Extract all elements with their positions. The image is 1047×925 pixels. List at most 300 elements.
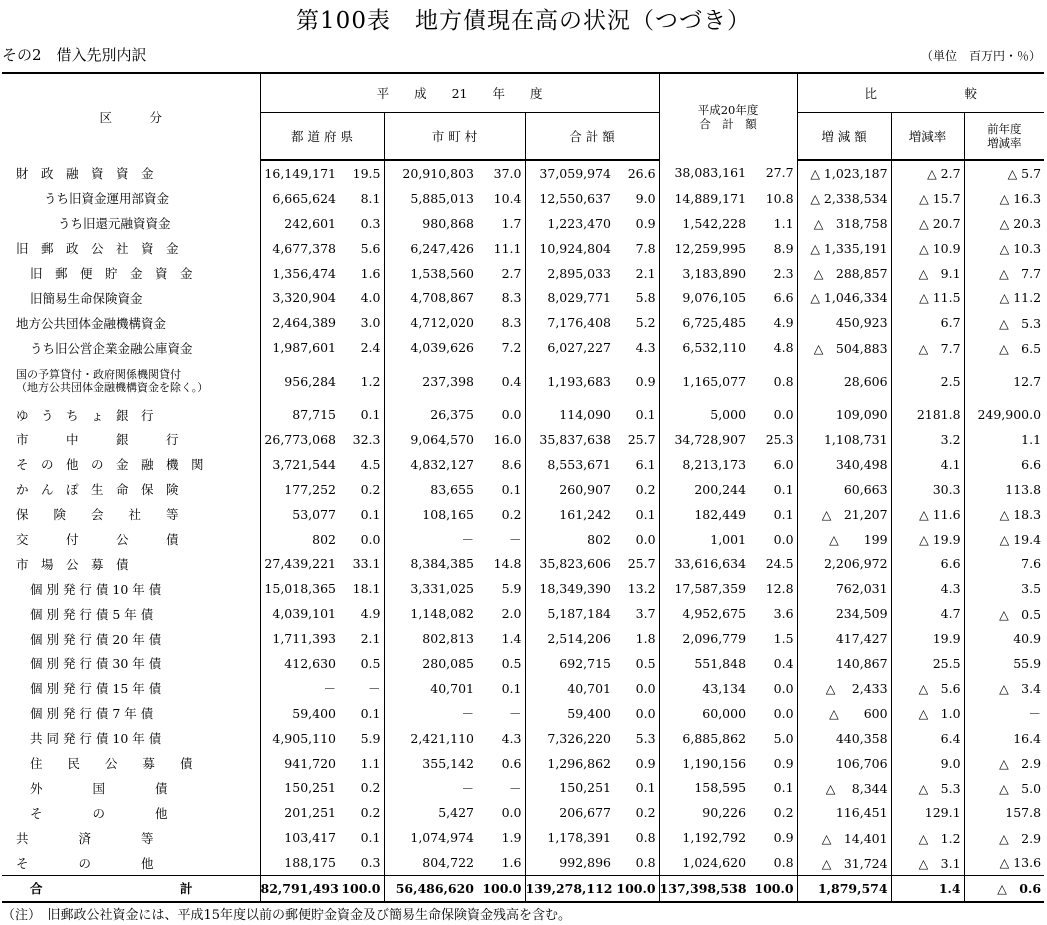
table-cell: 35,837,638	[539, 431, 611, 447]
row-label: 共 済 等	[2, 825, 260, 850]
table-cell: 24.5	[749, 551, 797, 576]
header-zougenritsu: 増減率	[891, 113, 964, 161]
table-cell: 0.1	[339, 402, 384, 427]
table-cell: 10.4	[477, 186, 525, 211]
table-cell: －	[323, 681, 336, 697]
table-cell: 40,701	[567, 680, 611, 696]
table-row	[2, 527, 1044, 552]
table-cell: 0.9	[614, 360, 659, 402]
table-cell: 2.4	[339, 335, 384, 360]
table-cell: 100.0	[339, 876, 384, 902]
table-cell: 4.5	[339, 452, 384, 477]
table-cell: △ 2.9	[964, 825, 1044, 850]
table-cell: 13.2	[614, 576, 659, 601]
row-label: 旧 郵 便 貯 金 資 金	[2, 261, 260, 286]
table-cell: 206,677	[559, 805, 611, 821]
table-row	[2, 285, 1044, 310]
table-cell: 412,630	[284, 655, 336, 671]
table-cell: 0.5	[614, 651, 659, 676]
table-cell: △ 0.6	[964, 876, 1044, 902]
table-cell: 0.9	[614, 751, 659, 776]
table-cell: 6.1	[614, 452, 659, 477]
table-cell: 100.0	[614, 876, 659, 902]
table-cell: 1.7	[477, 211, 525, 236]
table-cell: 6.6	[891, 551, 964, 576]
table-cell: 5.9	[477, 576, 525, 601]
row-label: そ の 他	[2, 850, 260, 875]
table-cell: 6,027,227	[547, 340, 611, 356]
table-cell: △ 2.7	[891, 160, 964, 186]
table-cell: 0.0	[749, 527, 797, 552]
row-label: 旧 郵 政 公 社 資 金	[2, 236, 260, 261]
table-cell: 5.3	[614, 726, 659, 751]
table-cell: △ 20.7	[891, 211, 964, 236]
table-cell: 60,663	[797, 477, 891, 502]
table-cell: 4.7	[891, 601, 964, 626]
row-label: 共 同 発 行 債 10 年 債	[2, 726, 260, 751]
table-cell: 0.2	[749, 800, 797, 825]
table-cell: 1,223,470	[547, 215, 611, 231]
row-label: 外 国 債	[2, 775, 260, 800]
table-cell: △ 288,857	[797, 261, 891, 286]
table-cell: －	[461, 780, 474, 796]
table-row	[2, 402, 1044, 427]
table-cell: 0.9	[749, 825, 797, 850]
table-cell: △ 1.2	[891, 825, 964, 850]
table-cell: 10,924,804	[539, 240, 611, 256]
table-row	[2, 601, 1044, 626]
table-cell: 4,952,675	[682, 606, 747, 622]
table-cell: 0.1	[614, 775, 659, 800]
table-cell: 1,192,792	[682, 830, 747, 846]
table-cell: 1.6	[339, 261, 384, 286]
table-cell: 0.0	[749, 676, 797, 701]
table-cell: 15,018,365	[264, 581, 336, 597]
table-cell: 2181.8	[891, 402, 964, 427]
table-cell: 27.7	[749, 160, 797, 186]
table-cell: △ 10.3	[964, 236, 1044, 261]
table-cell: 4.0	[339, 285, 384, 310]
table-cell: △ 11.2	[964, 285, 1044, 310]
table-cell: 108,165	[422, 506, 474, 522]
table-cell: △ 14,401	[797, 825, 891, 850]
row-label: 個 別 発 行 債 10 年 債	[2, 576, 260, 601]
table-cell: 2.7	[477, 261, 525, 286]
header-h20-year: 平成20年度	[697, 103, 759, 117]
table-cell: 177,252	[284, 481, 336, 497]
table-cell: 40,701	[430, 680, 474, 696]
table-cell: 762,031	[797, 576, 891, 601]
table-cell: 0.1	[339, 825, 384, 850]
table-cell: 3,320,904	[272, 290, 336, 306]
table-cell: △ 11.5	[891, 285, 964, 310]
row-label: ゆ う ち ょ 銀 行	[2, 402, 260, 427]
table-cell: 1,024,620	[682, 855, 747, 871]
table-cell: 9,076,105	[682, 290, 747, 306]
table-cell: 200,244	[694, 481, 747, 497]
table-cell: 19.9	[891, 626, 964, 651]
table-cell: 2,514,206	[547, 631, 611, 647]
table-row	[2, 335, 1044, 360]
row-label: 保 険 会 社 等	[2, 502, 260, 527]
table-cell: 355,142	[422, 755, 474, 771]
table-cell: 10.8	[749, 186, 797, 211]
table-cell: 2.1	[614, 261, 659, 286]
table-cell: 0.1	[749, 775, 797, 800]
table-cell: 20,910,803	[402, 165, 474, 181]
table-cell: 980,868	[422, 215, 474, 231]
table-cell: 1,108,731	[797, 427, 891, 452]
table-cell: 1,190,156	[682, 755, 747, 771]
table-cell: 0.2	[339, 800, 384, 825]
table-cell: 0.8	[614, 825, 659, 850]
row-label-line2: （地方公共団体金融機構資金を除く。）	[16, 381, 209, 395]
table-cell: 8,384,385	[410, 556, 474, 572]
header-gokei: 合 計 額	[525, 113, 659, 161]
table-cell: △ 504,883	[797, 335, 891, 360]
table-cell: 3.2	[891, 427, 964, 452]
table-cell: △ 600	[797, 701, 891, 726]
table-cell: 129.1	[891, 800, 964, 825]
header-todofuken: 都 道 府 県	[260, 113, 384, 161]
table-cell: 100.0	[749, 876, 797, 902]
row-label	[2, 360, 260, 402]
table-cell: 5.9	[339, 726, 384, 751]
table-cell: 1.2	[339, 360, 384, 402]
table-cell: 17,587,359	[674, 581, 747, 597]
table-row	[2, 626, 1044, 651]
table-cell: 2,206,972	[797, 551, 891, 576]
table-row	[2, 576, 1044, 601]
table-cell: 0.0	[749, 701, 797, 726]
table-cell: 109,090	[797, 402, 891, 427]
table-cell: 150,251	[559, 780, 611, 796]
table-cell: 137,398,538	[659, 876, 749, 902]
table-cell: 0.0	[614, 527, 659, 552]
table-cell: 59,400	[567, 705, 611, 721]
table-cell: 0.1	[477, 477, 525, 502]
header-zennendo-line2: 増減率	[987, 136, 1022, 150]
table-cell: 2.1	[339, 626, 384, 651]
table-cell: 27,439,221	[264, 556, 336, 572]
table-cell: △ 6.5	[964, 335, 1044, 360]
table-cell: 0.0	[614, 701, 659, 726]
table-cell: 0.1	[749, 477, 797, 502]
row-label: 交 付 公 債	[2, 527, 260, 552]
table-cell: 5.2	[614, 310, 659, 335]
table-cell: △ 5.0	[964, 775, 1044, 800]
table-body	[2, 160, 1044, 902]
table-cell: 18.1	[339, 576, 384, 601]
table-cell: 12.8	[749, 576, 797, 601]
table-cell: 1.1	[749, 211, 797, 236]
table-cell: 0.5	[477, 651, 525, 676]
table-cell: 33,616,634	[674, 556, 747, 572]
table-cell: 37.0	[477, 160, 525, 186]
table-cell: 1.8	[614, 626, 659, 651]
header-h21: 平 成 21 年 度	[260, 73, 659, 113]
table-cell: 4,905,110	[272, 730, 336, 746]
table-cell: 6,665,624	[272, 190, 336, 206]
table-cell: 7.8	[614, 236, 659, 261]
table-cell: 4,677,378	[272, 240, 336, 256]
table-cell: 7,176,408	[547, 315, 611, 331]
table-cell: 1,148,082	[410, 606, 474, 622]
table-cell: 30.3	[891, 477, 964, 502]
table-cell: 1.5	[749, 626, 797, 651]
table-cell: 25.5	[891, 651, 964, 676]
table-cell: 26.6	[614, 160, 659, 186]
table-cell: －	[477, 775, 525, 800]
footnote: （注） 旧郵政公社資金には、平成15年度以前の郵便貯金資金及び簡易生命保険資金残高を含む。	[2, 908, 572, 923]
table-cell: 0.1	[477, 676, 525, 701]
row-label: そ の 他 の 金 融 機 関	[2, 452, 260, 477]
table-cell: 8.6	[477, 452, 525, 477]
table-cell: △ 0.5	[964, 601, 1044, 626]
table-cell: 9.0	[614, 186, 659, 211]
table-cell: △ 15.7	[891, 186, 964, 211]
table-row	[2, 726, 1044, 751]
table-cell: 8.3	[477, 310, 525, 335]
table-cell: 182,449	[694, 506, 747, 522]
table-row	[2, 701, 1044, 726]
table-cell: △ 19.9	[891, 527, 964, 552]
table-cell: 53,077	[292, 506, 336, 522]
table-row	[2, 775, 1044, 800]
table-cell: 1,356,474	[272, 265, 336, 281]
table-cell: 106,706	[797, 751, 891, 776]
table-cell: 440,358	[797, 726, 891, 751]
table-cell: 26,773,068	[264, 431, 336, 447]
header-zougengaku: 増 減 額	[797, 113, 891, 161]
row-label: か ん ぽ 生 命 保 険	[2, 477, 260, 502]
table-cell: 260,907	[559, 481, 611, 497]
row-label: 合 計	[2, 876, 260, 902]
table-row	[2, 850, 1044, 875]
table-cell: 0.8	[749, 360, 797, 402]
table-cell: 82,791,493	[260, 876, 339, 902]
table-cell: 16.0	[477, 427, 525, 452]
table-cell: 0.0	[749, 402, 797, 427]
table-cell: 26,375	[430, 407, 474, 423]
table-cell: 0.0	[339, 527, 384, 552]
row-label: うち旧公営企業金融公庫資金	[2, 335, 260, 360]
table-cell: 992,896	[559, 855, 611, 871]
table-cell: 37,059,974	[539, 165, 611, 181]
table-cell: 8.1	[339, 186, 384, 211]
table-cell: 8.3	[477, 285, 525, 310]
row-label: 個 別 発 行 債 7 年 債	[2, 701, 260, 726]
table-cell: 6,247,426	[410, 240, 474, 256]
table-cell: 59,400	[292, 705, 336, 721]
table-cell: 83,655	[430, 481, 474, 497]
table-cell: 14.8	[477, 551, 525, 576]
table-cell: 87,715	[292, 407, 336, 423]
table-cell: △ 5.6	[891, 676, 964, 701]
table-cell: 5,000	[710, 407, 747, 423]
table-cell: 2,464,389	[272, 315, 336, 331]
table-cell: 234,509	[797, 601, 891, 626]
table-cell: 4.9	[339, 601, 384, 626]
table-cell: 4.9	[749, 310, 797, 335]
table-cell: 19.5	[339, 160, 384, 186]
table-cell: 4.3	[477, 726, 525, 751]
table-cell: 40.9	[964, 626, 1044, 651]
table-cell: △ 1,335,191	[797, 236, 891, 261]
table-cell: 35,823,606	[539, 556, 611, 572]
table-cell: 33.1	[339, 551, 384, 576]
table-row	[2, 261, 1044, 286]
table-cell: 1,193,683	[547, 373, 611, 389]
table-cell: 0.0	[614, 676, 659, 701]
table-cell: △ 31,724	[797, 850, 891, 875]
header-h20	[659, 73, 797, 160]
table-cell: 6.6	[964, 452, 1044, 477]
table-cell: 161,242	[559, 506, 611, 522]
table-cell: 5.8	[614, 285, 659, 310]
table-cell: 25.7	[614, 551, 659, 576]
table-row	[2, 651, 1044, 676]
table-cell: △ 13.6	[964, 850, 1044, 875]
table-cell: 158,595	[694, 780, 747, 796]
table-cell: △ 5.3	[964, 310, 1044, 335]
table-cell: 1.4	[891, 876, 964, 902]
unit-label: （単位 百万円・％）	[920, 49, 1041, 63]
table-cell: 11.1	[477, 236, 525, 261]
table-cell: 103,417	[284, 830, 336, 846]
table-cell: 4,712,020	[410, 315, 474, 331]
table-cell: 0.1	[614, 402, 659, 427]
row-label: 個 別 発 行 債 30 年 債	[2, 651, 260, 676]
table-cell: 0.2	[614, 800, 659, 825]
table-cell: △ 19.4	[964, 527, 1044, 552]
table-cell: 417,427	[797, 626, 891, 651]
table-row	[2, 452, 1044, 477]
table-cell: 0.6	[477, 751, 525, 776]
table-cell: 450,923	[797, 310, 891, 335]
table-cell: －	[477, 527, 525, 552]
row-label: 地方公共団体金融機構資金	[2, 310, 260, 335]
table-cell: 12,550,637	[539, 190, 611, 206]
table-cell: 0.2	[477, 502, 525, 527]
table-cell: 4,832,127	[410, 456, 474, 472]
table-cell: 941,720	[284, 755, 336, 771]
table-cell: 6.4	[891, 726, 964, 751]
table-cell: －	[339, 676, 384, 701]
table-row	[2, 825, 1044, 850]
table-cell: 0.2	[339, 775, 384, 800]
table-cell: 116,451	[797, 800, 891, 825]
header-zennendo-line1: 前年度	[987, 122, 1022, 136]
table-cell: 2,421,110	[410, 730, 474, 746]
table-cell: △ 20.3	[964, 211, 1044, 236]
table-cell: 7,326,220	[547, 730, 611, 746]
header-shichoson: 市 町 村	[384, 113, 525, 161]
table-cell: △ 7.7	[891, 335, 964, 360]
table-cell: 139,278,112	[525, 876, 614, 902]
table-cell: △ 199	[797, 527, 891, 552]
table-cell: △ 11.6	[891, 502, 964, 527]
table-cell: 1,001	[710, 531, 747, 547]
table-cell: 16.4	[964, 726, 1044, 751]
table-cell: 60,000	[702, 705, 747, 721]
table-cell: △ 318,758	[797, 211, 891, 236]
table-cell: △ 1,023,187	[797, 160, 891, 186]
table-subtitle: その2 借入先別内訳	[2, 46, 147, 64]
table-cell: 4,708,867	[410, 290, 474, 306]
table-cell: 8.9	[749, 236, 797, 261]
table-cell: 43,134	[702, 680, 747, 696]
table-cell: 0.1	[339, 502, 384, 527]
table-cell: 56,486,620	[384, 876, 477, 902]
table-cell: 7.6	[964, 551, 1044, 576]
table-cell: 1.1	[339, 751, 384, 776]
table-cell: △ 3.4	[964, 676, 1044, 701]
table-cell: △ 18.3	[964, 502, 1044, 527]
table-cell: 100.0	[477, 876, 525, 902]
row-label: 個 別 発 行 債 20 年 債	[2, 626, 260, 651]
table-cell: 4,039,626	[410, 340, 474, 356]
table-cell: 4,039,101	[272, 606, 336, 622]
table-cell: 237,398	[422, 373, 474, 389]
table-cell: 6,725,485	[682, 315, 747, 331]
table-cell: 1.1	[964, 427, 1044, 452]
table-cell: 8,029,771	[547, 290, 611, 306]
table-cell: 0.3	[339, 850, 384, 875]
table-cell: 12,259,995	[674, 240, 747, 256]
table-cell: 1,879,574	[797, 876, 891, 902]
table-cell: △ 5.3	[891, 775, 964, 800]
table-cell: 2,895,033	[547, 265, 611, 281]
borrowing-breakdown-table	[2, 72, 1044, 903]
table-cell: 0.1	[339, 701, 384, 726]
table-cell: 114,090	[559, 407, 611, 423]
row-label-line1: 国の予算貸付・政府関係機関貸付	[16, 368, 181, 382]
table-cell: 90,226	[702, 805, 747, 821]
table-cell: △ 3.1	[891, 850, 964, 875]
page-title: 第100表 地方債現在高の状況（つづき）	[296, 8, 751, 34]
table-cell: 0.8	[749, 850, 797, 875]
table-cell: △ 10.9	[891, 236, 964, 261]
table-cell: 249,900.0	[964, 402, 1044, 427]
table-cell: 34,728,907	[674, 431, 747, 447]
table-cell: 802,813	[422, 631, 474, 647]
table-cell: 0.0	[477, 402, 525, 427]
table-cell: 4.3	[614, 335, 659, 360]
table-cell: 5.6	[339, 236, 384, 261]
table-row	[2, 310, 1044, 335]
table-row	[2, 186, 1044, 211]
table-cell: 201,251	[284, 805, 336, 821]
table-cell: 6,532,110	[682, 340, 747, 356]
table-cell: 8,213,173	[682, 456, 747, 472]
table-cell: 2.5	[891, 360, 964, 402]
table-cell: △ 2,338,534	[797, 186, 891, 211]
table-cell: 3.6	[749, 601, 797, 626]
table-cell: 1,538,560	[410, 265, 474, 281]
table-cell: 3.7	[614, 601, 659, 626]
table-cell: 8,553,671	[547, 456, 611, 472]
table-cell: 16,149,171	[264, 165, 336, 181]
table-cell: 1,711,393	[272, 631, 336, 647]
header-hikaku: 比 較	[797, 73, 1044, 113]
table-cell: 1,987,601	[272, 340, 336, 356]
table-row	[2, 800, 1044, 825]
table-cell: 0.2	[339, 477, 384, 502]
table-cell: 3,721,544	[272, 456, 336, 472]
table-cell: 1,178,391	[547, 830, 611, 846]
table-cell: 5,885,013	[410, 190, 474, 206]
